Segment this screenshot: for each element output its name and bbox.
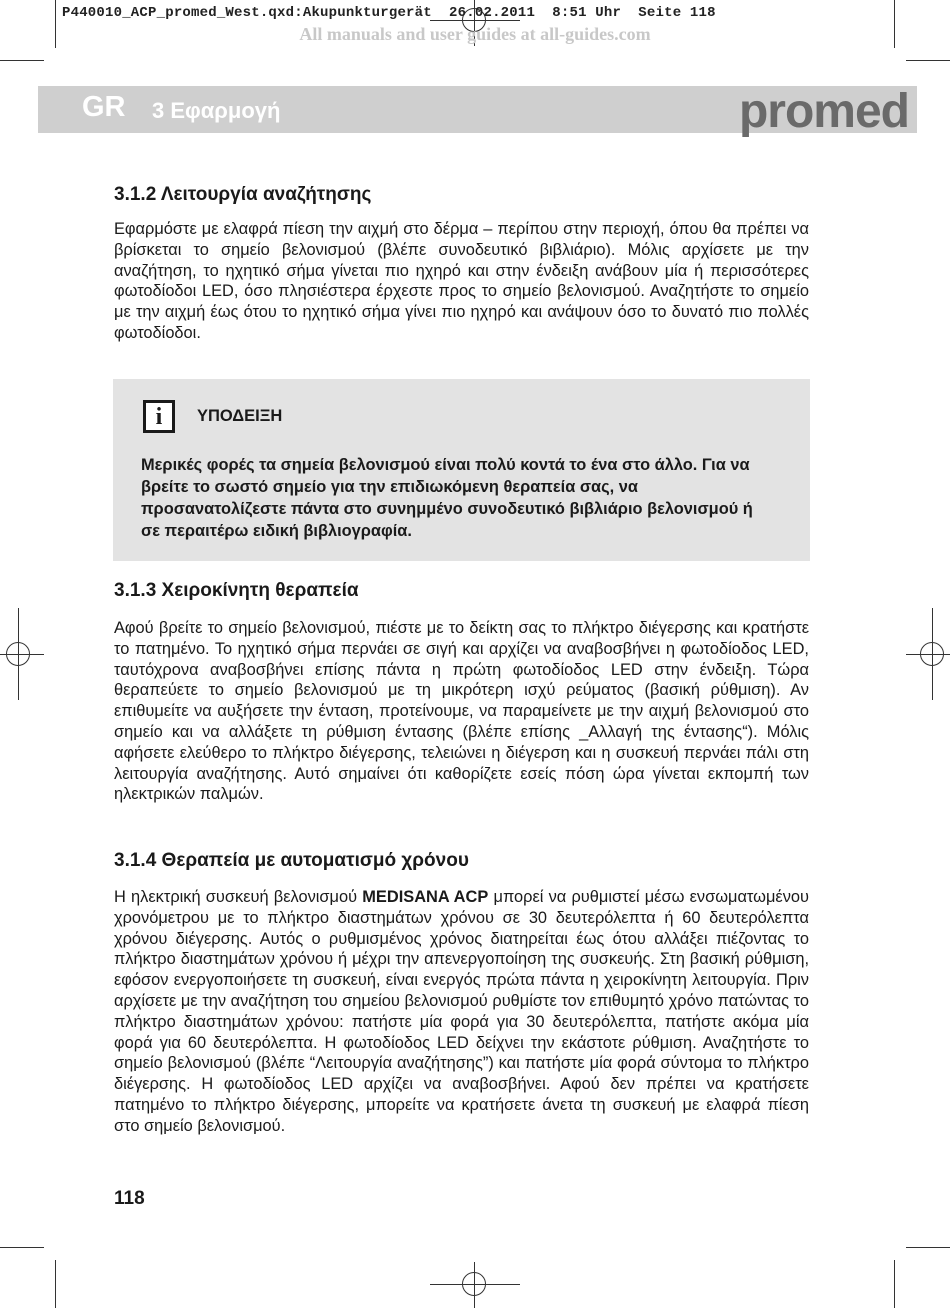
- registration-mark: [430, 1284, 520, 1285]
- body-text: Η ηλεκτρική συσκευή βελονισμού: [114, 888, 363, 906]
- section-body: Αφού βρείτε το σημείο βελονισμού, πιέστε με το δείκτη σας το πλήκτρο διέγερσης και κρατήστε το πατημένο. Το ηχητικό σήμα περνάει σε σιγή και αρχίζει να αναβοσβήνει η φωτοδίοδος LED, ταυτόχρονα αναβοσβήνει επίσης πάντα η πρώτη φωτοδίοδος LED στην ένδειξη. Τώρα θεραπεύετε το σημείο βελονισμού με τη μικρότερη ισχύ ρεύματος (βασική ρύθμιση). Αν επιθυμείτε να αυξήσετε την ένταση, προτείνουμε, να παραμείνετε με την αιχμή βελονισμού στο σημείο και να αλλάξετε τη ρύθμιση έντασης (βλέπε επίσης _Αλλαγή της έντασης“). Μόλις αφήσετε ελεύθερο το πλήκτρο διέγερσης, τελειώνει η διέγερση και η συσκευή περνάει πάλι στη λειτουργία αναζήτησης. Αυτό σημαίνει ότι καθορίζετε εσείς πόση ώρα γίνεται εκπομπή των ηλεκτρικών παλμών.: [114, 619, 809, 804]
- crop-mark: [906, 1247, 950, 1248]
- body-text: μπορεί να ρυθμιστεί μέσω ενσωματωμένου χρονόμετρου με το πλήκτρο διαστημάτων χρόνου σε 30 δευτερόλεπτα ή 60 δευτερόλεπτα χρόνου διέγερσης. Αυτός ο ρυθμισμένος χρόνος διατηρείται έως ότου αλλάξει πιέζοντας το πλήκτρο διαστημάτων χρόνου ή μέχρι την απενεργοποίηση της συσκευής. Στη βασική ρύθμιση, εφόσον ενεργοποιήσετε τη συσκευή, είναι ενεργός πρώτα πάντα η χειροκίνητη λειτουργία. Πριν αρχίσετε με την αναζήτηση του σημείου βελονισμού ρυθμίστε τον επιθυμητό χρόνο πατώντας το πλήκτρο διαστημάτων χρόνου: πατήστε μία φορά για 30 δευτερόλεπτα, πατήστε ακόμα μία φορά για 60 δευτερόλεπτα. Η φωτοδίοδος LED δείχνει την εκάστοτε ρύθμιση. Αναζητήστε το σημείο βελονισμού (βλέπε “Λειτουργία αναζήτησης”) και πατήστε μία φορά σύντομα το πλήκτρο διέγερσης. Η φωτοδίοδος LED αρχίζει να αναβοσβήνει. Αφού δεν πρέπει να κρατήσετε πατημένο το πλήκτρο διέγερσης, μπορείτε να κρατήσετε άνετα τη συσκευή με ελαφρά πίεση στο σημείο βελονισμού.: [114, 888, 809, 1135]
- watermark: All manuals and user guides at all-guides.com: [299, 24, 651, 44]
- language-code: GR: [82, 91, 126, 123]
- crop-mark: [0, 1247, 44, 1248]
- crop-mark: [894, 1260, 895, 1308]
- section-heading: 3.1.2 Λειτουργία αναζήτησης: [114, 184, 372, 205]
- registration-mark: [906, 654, 950, 655]
- print-slug-line: P440010_ACP_promed_West.qxd:Akupunkturgerät 26.02.2011 8:51 Uhr Seite 118: [62, 5, 716, 21]
- notice-title: ΥΠΟΔΕΙΞΗ: [197, 407, 283, 425]
- section-3-1-4: [114, 850, 809, 1137]
- section-heading: 3.1.3 Χειροκίνητη θεραπεία: [114, 580, 359, 601]
- section-3-1-2: [114, 184, 809, 344]
- page-number: 118: [114, 1188, 145, 1209]
- section-body: Εφαρμόστε με ελαφρά πίεση την αιχμή στο δέρμα – περίπου στην περιοχή, όπου θα πρέπει να βρίσκεται το σημείο βελονισμού (βλέπε συνοδευτικό βιβλιάριο). Μόλις αρχίσετε με την αναζήτηση, το ηχητικό σήμα γίνεται πιο ηχηρό και στην ένδειξη ανάβουν μία ή περισσότερες φωτοδίοδοι LED, όσο πλησιέστερα έρχεστε προς το σημείο βελονισμού. Αναζητήστε το σημείο με την αιχμή έως ότου το ηχητικό σήμα γίνει πιο ηχηρό και ανάψουν όσο το δυνατό πιο πολλές φωτοδίοδοι.: [114, 220, 809, 342]
- product-name: MEDISANA ACP: [362, 888, 489, 906]
- crop-mark: [906, 60, 950, 61]
- chapter-title: 3 Εφαρμογή: [152, 98, 281, 123]
- crop-mark: [0, 60, 44, 61]
- registration-mark: [0, 654, 44, 655]
- section-heading: 3.1.4 Θεραπεία με αυτοματισμό χρόνου: [114, 850, 469, 871]
- crop-mark: [55, 1260, 56, 1308]
- section-3-1-3: [114, 580, 809, 805]
- notice-text: Μερικές φορές τα σημεία βελονισμού είναι πολύ κοντά το ένα στο άλλο. Για να βρείτε το σωστό σημείο για την επιδιωκόμενη θεραπεία σας, να προσανατολίζεστε πάντα στο συνημμένο συνοδευτικό βιβλιάριο βελονισμού ή σε περαιτέρω ειδική βιβλιογραφία.: [141, 456, 753, 540]
- notice-box: [113, 379, 810, 561]
- brand-logo: promed: [738, 85, 909, 138]
- page-header: [38, 85, 917, 138]
- section-body: [114, 887, 809, 1137]
- registration-mark: [474, 1262, 475, 1308]
- info-icon: i: [143, 400, 175, 433]
